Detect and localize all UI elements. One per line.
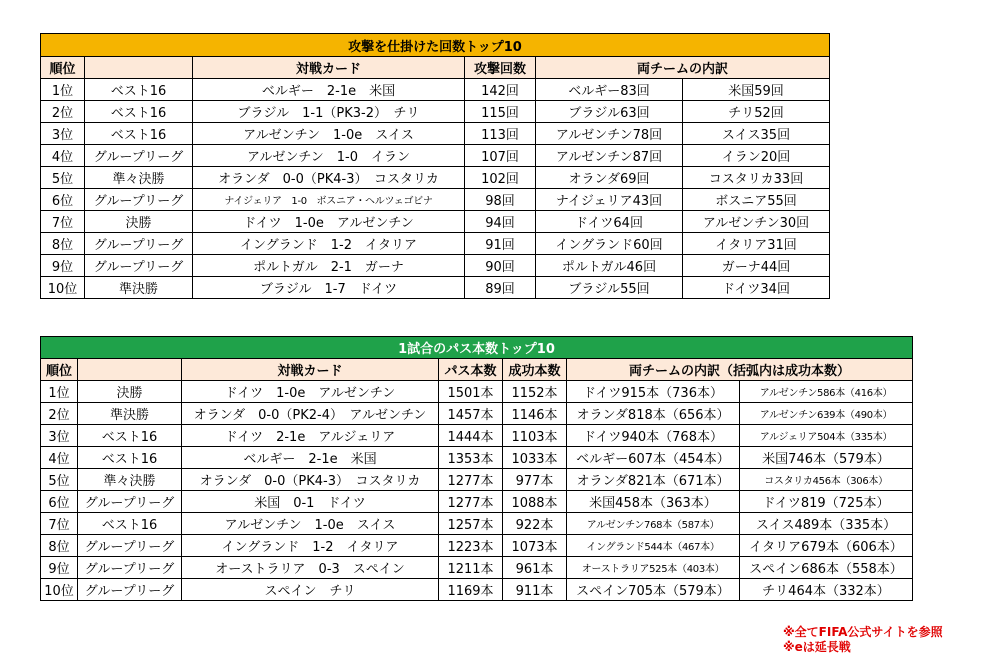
round-cell: グループリーグ bbox=[78, 557, 182, 579]
success-count-cell: 911本 bbox=[503, 579, 567, 601]
pass-count-cell: 1169本 bbox=[439, 579, 503, 601]
table-row bbox=[41, 403, 913, 425]
pass-count-cell: 1353本 bbox=[439, 447, 503, 469]
rank-cell: 6位 bbox=[41, 491, 78, 513]
header-round bbox=[85, 57, 193, 79]
success-count-cell: 977本 bbox=[503, 469, 567, 491]
table-row bbox=[41, 557, 913, 579]
table-row bbox=[41, 425, 913, 447]
header-match: 対戦カード bbox=[193, 57, 465, 79]
team1-count-cell: イングランド60回 bbox=[536, 233, 683, 255]
round-cell: ベスト16 bbox=[78, 447, 182, 469]
table-row bbox=[41, 255, 830, 277]
table-row bbox=[41, 233, 830, 255]
rank-cell: 1位 bbox=[41, 381, 78, 403]
match-cell: ベルギー 2-1e 米国 bbox=[193, 79, 465, 101]
rank-cell: 4位 bbox=[41, 447, 78, 469]
rank-cell: 9位 bbox=[41, 557, 78, 579]
team2-passes-cell: イタリア679本（606本） bbox=[740, 535, 913, 557]
header-breakdown: 両チームの内訳 bbox=[536, 57, 830, 79]
team1-count-cell: ブラジル63回 bbox=[536, 101, 683, 123]
table-row bbox=[41, 277, 830, 299]
pass-count-table bbox=[40, 336, 913, 601]
match-cell: イングランド 1-2 イタリア bbox=[182, 535, 439, 557]
round-cell: ベスト16 bbox=[78, 513, 182, 535]
pass-count-cell: 1211本 bbox=[439, 557, 503, 579]
attack-count-cell: 90回 bbox=[465, 255, 536, 277]
table-row bbox=[41, 579, 913, 601]
rank-cell: 7位 bbox=[41, 513, 78, 535]
success-count-cell: 1146本 bbox=[503, 403, 567, 425]
attack-table-header bbox=[41, 57, 830, 79]
rank-cell: 1位 bbox=[41, 79, 85, 101]
header-round bbox=[78, 359, 182, 381]
team1-passes-cell: オランダ818本（656本） bbox=[567, 403, 740, 425]
round-cell: 決勝 bbox=[78, 381, 182, 403]
rank-cell: 3位 bbox=[41, 123, 85, 145]
team1-passes-cell: 米国458本（363本） bbox=[567, 491, 740, 513]
team2-count-cell: イタリア31回 bbox=[683, 233, 830, 255]
match-cell: アルゼンチン 1-0 イラン bbox=[193, 145, 465, 167]
round-cell: ベスト16 bbox=[85, 101, 193, 123]
attack-count-cell: 142回 bbox=[465, 79, 536, 101]
round-cell: ベスト16 bbox=[85, 123, 193, 145]
table-row bbox=[41, 145, 830, 167]
footnote-source: ※全てFIFA公式サイトを参照 bbox=[783, 625, 943, 639]
table-row bbox=[41, 535, 913, 557]
rank-cell: 4位 bbox=[41, 145, 85, 167]
team2-count-cell: ドイツ34回 bbox=[683, 277, 830, 299]
success-count-cell: 1088本 bbox=[503, 491, 567, 513]
attack-count-cell: 94回 bbox=[465, 211, 536, 233]
team1-count-cell: ブラジル55回 bbox=[536, 277, 683, 299]
success-count-cell: 961本 bbox=[503, 557, 567, 579]
header-rank: 順位 bbox=[41, 57, 85, 79]
attack-count-cell: 115回 bbox=[465, 101, 536, 123]
team2-count-cell: アルゼンチン30回 bbox=[683, 211, 830, 233]
pass-count-cell: 1277本 bbox=[439, 469, 503, 491]
round-cell: グループリーグ bbox=[85, 233, 193, 255]
match-cell: オランダ 0-0（PK4-3） コスタリカ bbox=[193, 167, 465, 189]
team1-count-cell: ポルトガル46回 bbox=[536, 255, 683, 277]
match-cell: ブラジル 1-7 ドイツ bbox=[193, 277, 465, 299]
round-cell: ベスト16 bbox=[85, 79, 193, 101]
team1-passes-cell: アルゼンチン768本（587本） bbox=[567, 513, 740, 535]
team2-count-cell: 米国59回 bbox=[683, 79, 830, 101]
rank-cell: 5位 bbox=[41, 469, 78, 491]
team2-count-cell: コスタリカ33回 bbox=[683, 167, 830, 189]
round-cell: 準々決勝 bbox=[78, 469, 182, 491]
success-count-cell: 1033本 bbox=[503, 447, 567, 469]
rank-cell: 8位 bbox=[41, 233, 85, 255]
team1-count-cell: ベルギー83回 bbox=[536, 79, 683, 101]
match-cell: 米国 0-1 ドイツ bbox=[182, 491, 439, 513]
team2-passes-cell: スペイン686本（558本） bbox=[740, 557, 913, 579]
team2-count-cell: イラン20回 bbox=[683, 145, 830, 167]
pass-count-cell: 1501本 bbox=[439, 381, 503, 403]
team2-passes-cell: ドイツ819（725本） bbox=[740, 491, 913, 513]
team1-count-cell: オランダ69回 bbox=[536, 167, 683, 189]
header-success-count: 成功本数 bbox=[503, 359, 567, 381]
team1-passes-cell: オーストラリア525本（403本） bbox=[567, 557, 740, 579]
match-cell: オーストラリア 0-3 スペイン bbox=[182, 557, 439, 579]
team1-count-cell: ナイジェリア43回 bbox=[536, 189, 683, 211]
team1-count-cell: ドイツ64回 bbox=[536, 211, 683, 233]
table-row bbox=[41, 469, 913, 491]
round-cell: グループリーグ bbox=[78, 491, 182, 513]
rank-cell: 6位 bbox=[41, 189, 85, 211]
pass-table-title: 1試合のパス本数トップ10 bbox=[41, 337, 913, 359]
rank-cell: 7位 bbox=[41, 211, 85, 233]
rank-cell: 5位 bbox=[41, 167, 85, 189]
attack-count-table bbox=[40, 33, 830, 299]
rank-cell: 3位 bbox=[41, 425, 78, 447]
team2-count-cell: チリ52回 bbox=[683, 101, 830, 123]
success-count-cell: 922本 bbox=[503, 513, 567, 535]
rank-cell: 10位 bbox=[41, 579, 78, 601]
match-cell: イングランド 1-2 イタリア bbox=[193, 233, 465, 255]
team1-count-cell: アルゼンチン78回 bbox=[536, 123, 683, 145]
match-cell: アルゼンチン 1-0e スイス bbox=[193, 123, 465, 145]
team1-passes-cell: スペイン705本（579本） bbox=[567, 579, 740, 601]
footnote-extra-time: ※eは延長戦 bbox=[783, 640, 851, 654]
pass-count-cell: 1223本 bbox=[439, 535, 503, 557]
success-count-cell: 1073本 bbox=[503, 535, 567, 557]
match-cell: ブラジル 1-1（PK3-2） チリ bbox=[193, 101, 465, 123]
table-row bbox=[41, 447, 913, 469]
team1-passes-cell: ドイツ915本（736本） bbox=[567, 381, 740, 403]
attack-count-cell: 107回 bbox=[465, 145, 536, 167]
attack-count-cell: 89回 bbox=[465, 277, 536, 299]
table-row bbox=[41, 381, 913, 403]
attack-count-cell: 113回 bbox=[465, 123, 536, 145]
table-row bbox=[41, 123, 830, 145]
team1-passes-cell: ドイツ940本（768本） bbox=[567, 425, 740, 447]
table-row bbox=[41, 211, 830, 233]
match-cell: ドイツ 2-1e アルジェリア bbox=[182, 425, 439, 447]
success-count-cell: 1152本 bbox=[503, 381, 567, 403]
team2-passes-cell: チリ464本（332本） bbox=[740, 579, 913, 601]
match-cell: ドイツ 1-0e アルゼンチン bbox=[193, 211, 465, 233]
header-pass-count: パス本数 bbox=[439, 359, 503, 381]
pass-count-cell: 1277本 bbox=[439, 491, 503, 513]
rank-cell: 10位 bbox=[41, 277, 85, 299]
rank-cell: 2位 bbox=[41, 101, 85, 123]
header-rank: 順位 bbox=[41, 359, 78, 381]
table-row bbox=[41, 189, 830, 211]
success-count-cell: 1103本 bbox=[503, 425, 567, 447]
rank-cell: 2位 bbox=[41, 403, 78, 425]
table-row bbox=[41, 491, 913, 513]
rank-cell: 9位 bbox=[41, 255, 85, 277]
team1-count-cell: アルゼンチン87回 bbox=[536, 145, 683, 167]
match-cell: ポルトガル 2-1 ガーナ bbox=[193, 255, 465, 277]
attack-count-cell: 91回 bbox=[465, 233, 536, 255]
match-cell: ドイツ 1-0e アルゼンチン bbox=[182, 381, 439, 403]
pass-table-header bbox=[41, 359, 913, 381]
pass-count-cell: 1457本 bbox=[439, 403, 503, 425]
team2-count-cell: ガーナ44回 bbox=[683, 255, 830, 277]
team2-passes-cell: 米国746本（579本） bbox=[740, 447, 913, 469]
footnotes bbox=[783, 625, 943, 655]
round-cell: グループリーグ bbox=[78, 579, 182, 601]
match-cell: オランダ 0-0（PK4-3） コスタリカ bbox=[182, 469, 439, 491]
table-row bbox=[41, 101, 830, 123]
table-row bbox=[41, 513, 913, 535]
round-cell: 準決勝 bbox=[78, 403, 182, 425]
round-cell: ベスト16 bbox=[78, 425, 182, 447]
team1-passes-cell: オランダ821本（671本） bbox=[567, 469, 740, 491]
team2-count-cell: スイス35回 bbox=[683, 123, 830, 145]
table-row bbox=[41, 167, 830, 189]
round-cell: 決勝 bbox=[85, 211, 193, 233]
team2-passes-cell: アルゼンチン586本（416本） bbox=[740, 381, 913, 403]
round-cell: グループリーグ bbox=[85, 255, 193, 277]
rank-cell: 8位 bbox=[41, 535, 78, 557]
match-cell: スペイン チリ bbox=[182, 579, 439, 601]
round-cell: 準決勝 bbox=[85, 277, 193, 299]
header-match: 対戦カード bbox=[182, 359, 439, 381]
team2-passes-cell: アルジェリア504本（335本） bbox=[740, 425, 913, 447]
round-cell: グループリーグ bbox=[85, 189, 193, 211]
attack-table-title: 攻撃を仕掛けた回数トップ10 bbox=[41, 34, 830, 57]
team1-passes-cell: イングランド544本（467本） bbox=[567, 535, 740, 557]
team2-count-cell: ボスニア55回 bbox=[683, 189, 830, 211]
pass-count-cell: 1257本 bbox=[439, 513, 503, 535]
match-cell: ベルギー 2-1e 米国 bbox=[182, 447, 439, 469]
pass-count-cell: 1444本 bbox=[439, 425, 503, 447]
header-breakdown: 両チームの内訳（括弧内は成功本数） bbox=[567, 359, 913, 381]
team2-passes-cell: スイス489本（335本） bbox=[740, 513, 913, 535]
round-cell: グループリーグ bbox=[85, 145, 193, 167]
attack-count-cell: 102回 bbox=[465, 167, 536, 189]
table-row bbox=[41, 79, 830, 101]
team1-passes-cell: ベルギー607本（454本） bbox=[567, 447, 740, 469]
header-attack-count: 攻撃回数 bbox=[465, 57, 536, 79]
team2-passes-cell: アルゼンチン639本（490本） bbox=[740, 403, 913, 425]
round-cell: グループリーグ bbox=[78, 535, 182, 557]
match-cell: アルゼンチン 1-0e スイス bbox=[182, 513, 439, 535]
match-cell: ナイジェリア 1-0 ボスニア・ヘルツェゴビナ bbox=[193, 189, 465, 211]
team2-passes-cell: コスタリカ456本（306本） bbox=[740, 469, 913, 491]
match-cell: オランダ 0-0（PK2-4） アルゼンチン bbox=[182, 403, 439, 425]
attack-count-cell: 98回 bbox=[465, 189, 536, 211]
round-cell: 準々決勝 bbox=[85, 167, 193, 189]
